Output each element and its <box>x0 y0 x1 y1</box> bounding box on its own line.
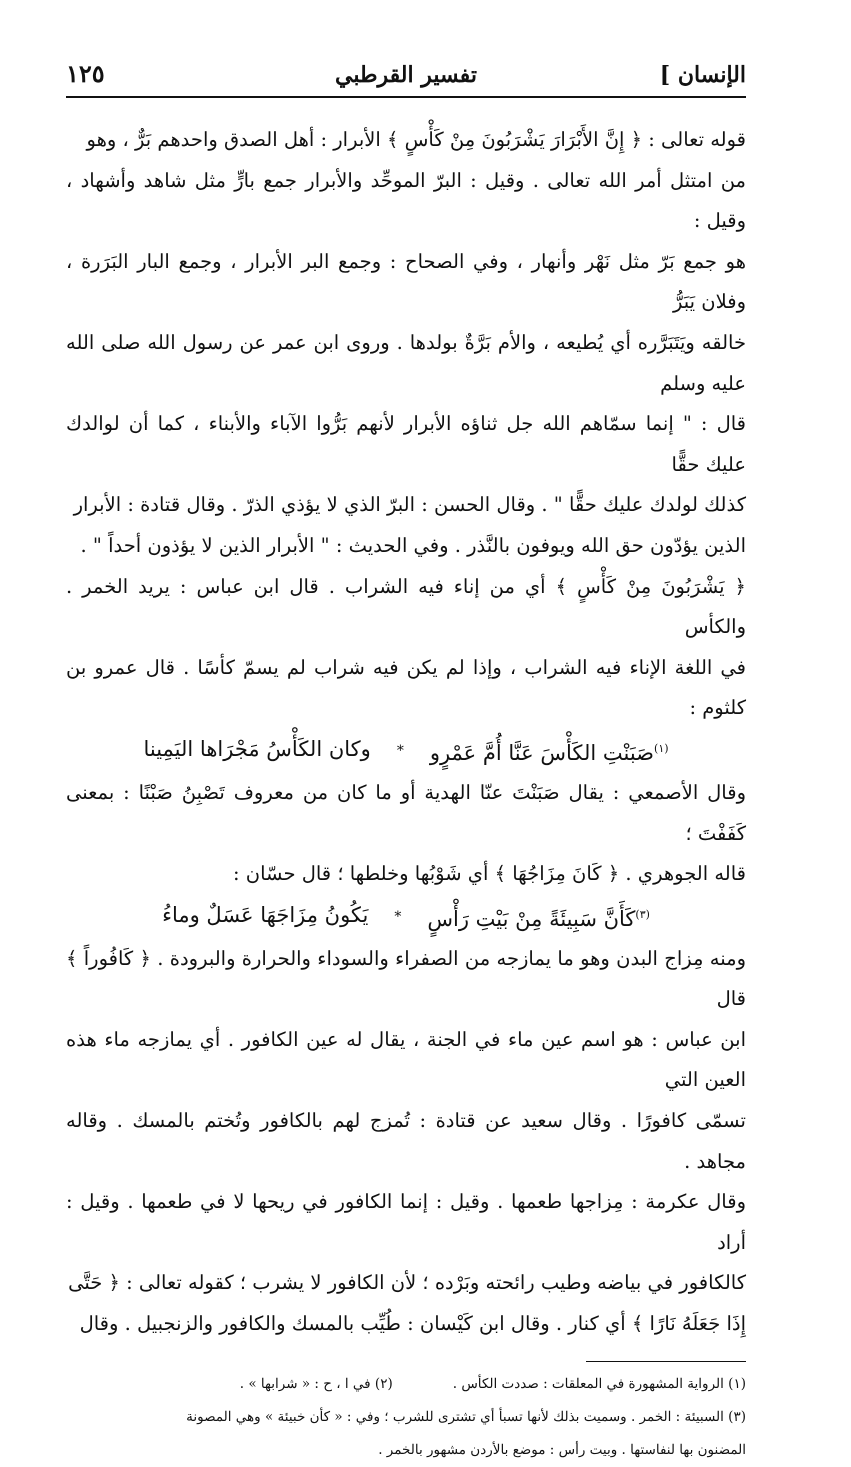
footnote-3: (٣) السبيئة : الخمر . وسميت بذلك لأنها تسبأ أي تشترى للشرب ؛ وفي : « كأن خبيئة » وهي المصونة <box>186 1408 746 1425</box>
header-divider <box>66 96 746 98</box>
verse-second-hemistich: يَكُونُ مِزَاجَهَا عَسَلٌ وماءُ <box>162 902 369 927</box>
text-line: قوله تعالى : ﴿ إِنَّ الأَبْرَارَ يَشْرَبُونَ مِنْ كَأْسٍ ﴾ الأبرار : أهل الصدق واحدهم بَرٌّ ، وهو <box>86 128 746 151</box>
verse-first-hemistich: $^{(١)}$صَبَنْتِ الكَأْسَ عَنَّا أُمَّ عَمْرٍو <box>429 740 669 765</box>
footnote-row <box>66 1368 746 1401</box>
book-page <box>66 48 746 1458</box>
footnote-2: (٢) في ا ، ح : « شرابها » . <box>239 1375 393 1392</box>
verse-separator: * <box>396 742 404 759</box>
text-line: من امتثل أمر الله تعالى . وقيل : البرّ الموحِّد والأبرار جمع بارٍّ مثل شاهد وأشهاد ، وقيل : <box>66 168 746 233</box>
footnote-3-continued: المضنون بها لنفاستها . وبيت رأس : موضع بالأردن مشهور بالخمر . <box>378 1441 746 1458</box>
text-line: في اللغة الإناء فيه الشراب ، وإذا لم يكن فيه شراب لم يسمّ كأسًا . قال عمرو بن كلثوم : <box>66 655 746 720</box>
verse-separator: * <box>394 908 402 925</box>
poetry-verse <box>66 895 746 939</box>
text-line: الذين يؤدّون حق الله ويوفون بالنَّذر . وفي الحديث : " الأبرار الذين لا يؤذون أحداً " . <box>80 533 746 557</box>
text-line: ومنه مِزاج البدن وهو ما يمازجه من الصفراء والسوداء والحرارة والبرودة . ﴿ كَافُوراً ﴾ قال <box>66 946 746 1011</box>
footnote-marker: (٣) <box>635 907 650 921</box>
text-line: تسمّى كافورًا . وقال سعيد عن قتادة : تُمزج لهم بالكافور وتُختم بالمسك . وقاله مجاهد . <box>66 1109 746 1173</box>
text-line: وقال عكرمة : مِزاجها طعمها . وقيل : إنما الكافور في ريحها لا في طعمها . وقيل : أراد <box>66 1190 746 1254</box>
text-line: ابن عباس : هو اسم عين ماء في الجنة ، يقال له عين الكافور . أي يمازجه ماء هذه العين التي <box>66 1027 746 1092</box>
footnote-marker: (١) <box>654 741 669 755</box>
footnote-1: (١) الرواية المشهورة في المعلقات : صددت الكأس . <box>452 1375 746 1392</box>
poetry-verse <box>66 729 746 773</box>
footnotes <box>66 1368 746 1467</box>
header-book-title: تفسير القرطبي <box>335 62 477 88</box>
verse-first-hemistich: $^{(٣)}$كَأَنَّ سَبِيئَةً مِنْ بَيْتِ رَأْسٍ <box>427 906 650 931</box>
text-line: كالكافور في بياضه وطيب رائحته وبَرْده ؛ لأن الكافور لا يشرب ؛ كقوله تعالى : ﴿ حَتَّى <box>68 1271 746 1295</box>
text-line: كذلك لولدك عليك حقًّا " . وقال الحسن : البرّ الذي لا يؤذي الذرّ . وقال قتادة : الأبرار <box>73 493 746 517</box>
page-number: ١٢٥ <box>66 59 105 88</box>
header-surah-name: الإنسان ] <box>659 62 746 88</box>
text-line: خالقه ويَتَبَرَّره أي يُطيعه ، والأم بَرَّةٌ بولدها . وروى ابن عمر عن رسول الله صلى الله عليه وسلم <box>66 330 746 395</box>
text-line: هو جمع بَرّ مثل نَهْر وأنهار ، وفي الصحاح : وجمع البر الأبرار ، وجمع البار البَرَرة ، وفلان يَبَرُّ <box>66 249 746 314</box>
main-text <box>66 120 746 1345</box>
text-line: قال : " إنما سمّاهم الله جل ثناؤه الأبرار لأنهم بَرُّوا الآباء والأبناء ، كما أن لوالدك عليك حقًّا <box>66 412 746 476</box>
text-line: وقال الأصمعي : يقال صَبَنْتَ عنّا الهدية أو ما كان من معروف تَصْبِنُ صَبْنًا : بمعنى كَفَفْتَ ؛ <box>66 780 746 845</box>
footnote-divider <box>586 1361 746 1362</box>
verse-second-hemistich: وكان الكَأْسُ مَجْرَاها اليَمِينا <box>143 736 371 761</box>
running-header <box>66 48 746 94</box>
text-line: قاله الجوهري . ﴿ كَانَ مِزَاجُهَا ﴾ أي شَوْبُها وخلطها ؛ قال حسّان : <box>233 862 746 886</box>
text-line: ﴿ يَشْرَبُونَ مِنْ كَأْسٍ ﴾ أي من إناء فيه الشراب . قال ابن عباس : يريد الخمر . والكأس <box>66 574 746 639</box>
text-line: إِذَا جَعَلَهُ نَارًا ﴾ أي كنار . وقال ابن كَيْسان : طُيِّب بالمسك والكافور والزنجبيل . وقال <box>79 1312 746 1336</box>
